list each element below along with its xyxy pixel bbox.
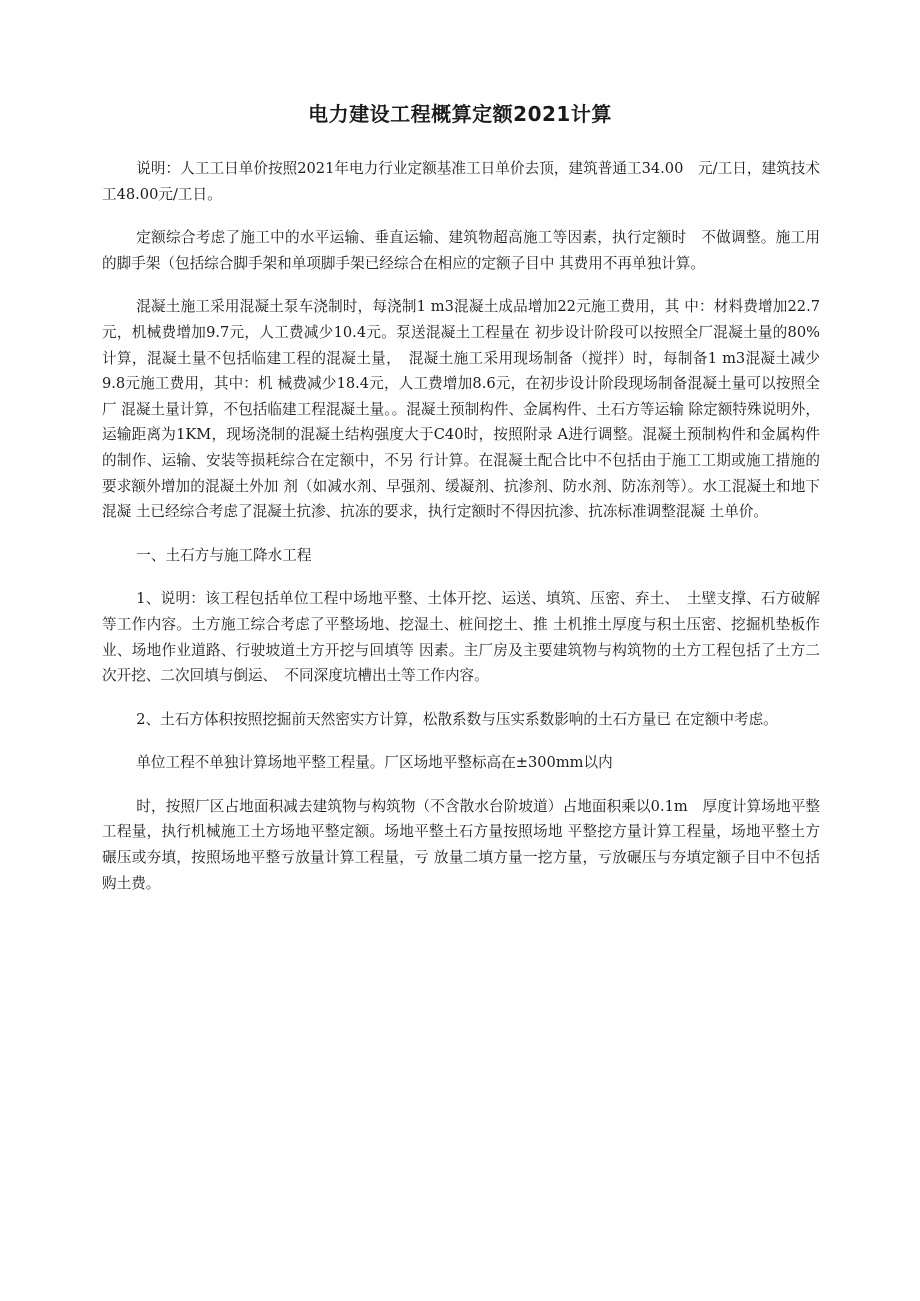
paragraph-wage-note: 说明：人工工日单价按照2021年电力行业定额基准工日单价去顶，建筑普通工34.00 元/工日，建筑技术工48.00元/工日。: [102, 160, 820, 203]
paragraph-transport-scaffold: 定额综合考虑了施工中的水平运输、垂直运输、建筑物超高施工等因素，执行定额时 不做调整。施工用的脚手架（包括综合脚手架和单项脚手架已经综合在相应的定额子目中 其费用不再单独计算。: [102, 229, 820, 272]
document-body: [102, 156, 820, 914]
paragraph-site-leveling-calc: 时，按照厂区占地面积减去建筑物与构筑物（不含散水台阶坡道）占地面积乘以0.1m 厚度计算场地平整工程量，执行机械施工土方场地平整定额。场地平整土石方量按照场地 平整挖方量计算工程量，场地平整土方碾压或夯填，按照场地平整亏放量计算工程量，亏 放量二填方量一挖方量，亏放碾压与夯填定额子目中不包括购土费。: [102, 797, 820, 892]
paragraph-site-leveling-intro: 单位工程不单独计算场地平整工程量。厂区场地平整标高在±300mm以内: [136, 754, 613, 772]
document-title: 电力建设工程概算定额2021计算: [308, 102, 612, 126]
paragraph-earthwork-scope: 1、说明：该工程包括单位工程中场地平整、土体开挖、运送、填筑、压密、弃土、 土壁支撑、石方破解等工作内容。土方施工综合考虑了平整场地、挖湿土、桩间挖土、推 土机推土厚度与积土压密、挖掘机垫板作业、场地作业道路、行驶坡道土方开挖与回填等 因素。主厂房及主要建筑物与构筑物的土方工程包括了土方二次开挖、二次回填与倒运、 不同深度坑槽出土等工作内容。: [102, 590, 820, 685]
paragraph-concrete: 混凝土施工采用混凝土泵车浇制时，每浇制1 m3混凝土成品增加22元施工费用，其 中：材料费增加22.7元，机械费增加9.7元，人工费减少10.4元。泵送混凝土工程量在 初步设计阶段可以按照全厂混凝土量的80%计算，混凝土量不包括临建工程的混凝土量， 混凝土施工采用现场制备（搅拌）时，每制备1 m3混凝土减少9.8元施工费用，其中：机 械费减少18.4元，人工费增加8.6元，在初步设计阶段现场制备混凝土量可以按照全厂 混凝土量计算，不包括临建工程混凝土量。。混凝土预制构件、金属构件、土石方等运输 除定额特殊说明外，运输距离为1KM，现场浇制的混凝土结构强度大于C40时，按照附录 A进行调整。混凝土预制构件和金属构件的制作、运输、安装等损耗综合在定额中，不另 行计算。在混凝土配合比中不包括由于施工工期或施工措施的要求额外增加的混凝土外加 剂（如减水剂、早强剂、缓凝剂、抗渗剂、防水剂、防冻剂等）。水工混凝土和地下混凝 土已经综合考虑了混凝土抗渗、抗冻的要求，执行定额时不得因抗渗、抗冻标准调整混凝 土单价。: [102, 298, 820, 521]
paragraph-earthwork-volume: 2、土石方体积按照挖掘前天然密实方计算，松散系数与压实系数影响的土石方量已 在定额中考虑。: [136, 710, 778, 728]
section-heading-earthwork: 一、土石方与施工降水工程: [136, 546, 312, 564]
